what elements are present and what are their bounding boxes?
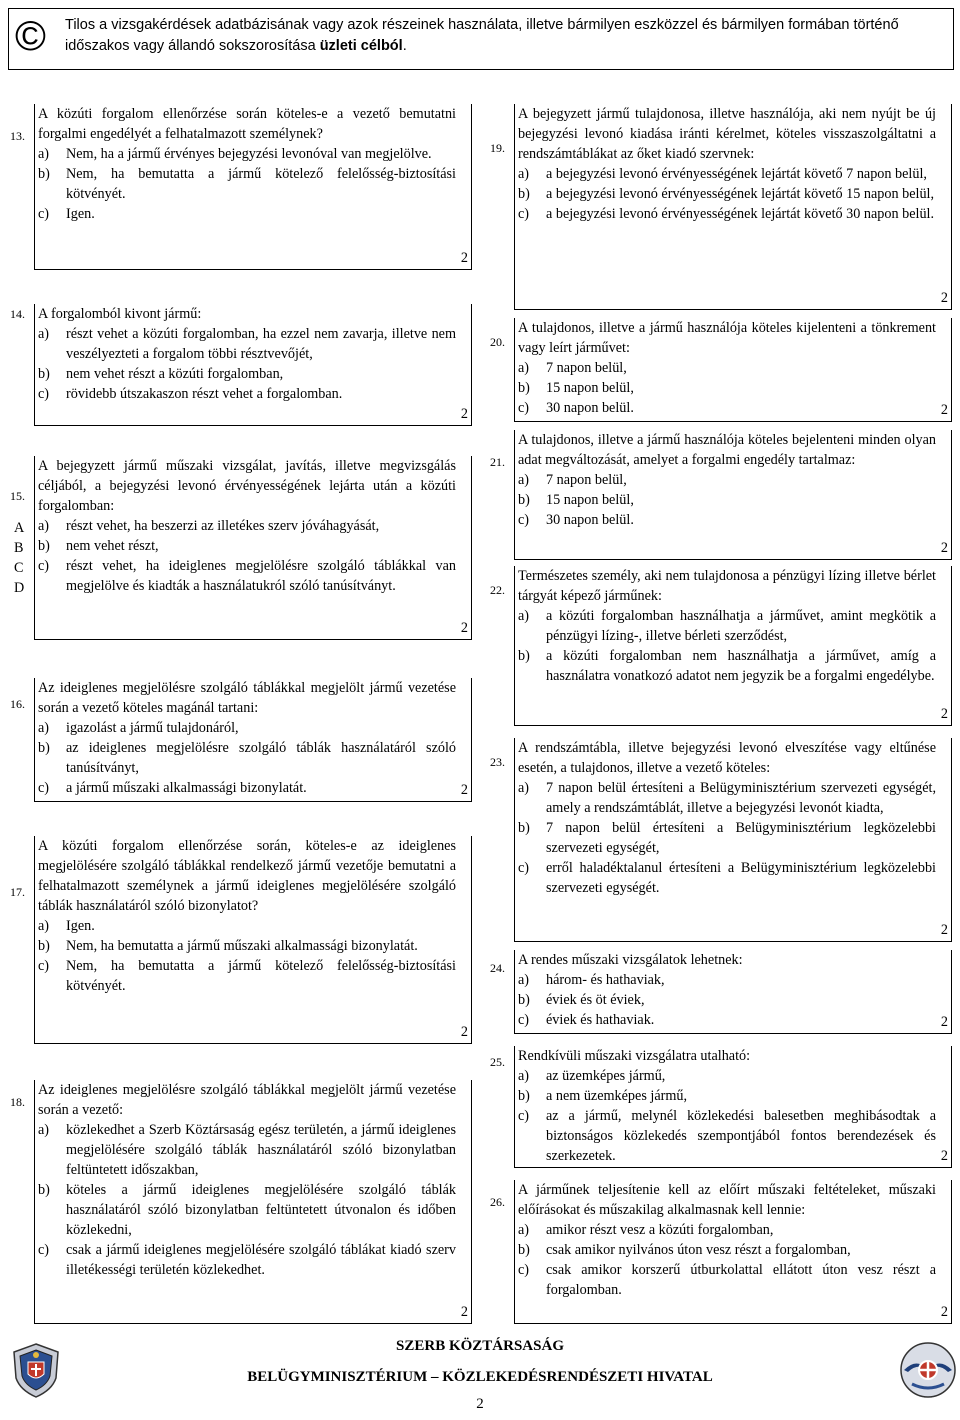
- option-label: a): [518, 472, 530, 488]
- category-letter: A: [14, 520, 25, 536]
- question-text: A bejegyzett jármű műszaki vizsgálat, javítás, illetve megvizsgálás céljából, a bejegyzési levonó érvényességének lejárta után a közúti forgalomban:: [38, 458, 456, 514]
- question-text: Természetes személy, aki nem tulajdonosa a pénzügyi lízing illetve bérlet tárgyát képező járműnek:: [518, 568, 936, 604]
- copyright-notice-box: [8, 8, 954, 70]
- option-text: részt vehet, ha beszerzi az illetékes szerv jóváhagyását,: [66, 518, 380, 534]
- option-text: éviek és hathaviak.: [546, 1012, 655, 1028]
- category-letter: D: [14, 580, 25, 596]
- answer-option-a: [518, 970, 936, 990]
- option-text: rövidebb útszakaszon részt vehet a forgalomban.: [66, 386, 343, 402]
- option-label: c): [518, 1262, 530, 1278]
- option-text: 7 napon belül értesíteni a Belügyminisztérium szervezeti egységét, amely a rendszámtáblát, illetve a bejegyzési levonót kiadta,: [546, 780, 936, 816]
- points-value: 2: [940, 1148, 948, 1164]
- answer-option-a: [38, 324, 456, 364]
- option-label: a): [38, 518, 50, 534]
- answer-option-a: [518, 470, 936, 490]
- option-label: a): [38, 146, 50, 162]
- question-text: Rendkívüli műszaki vizsgálatra utalható:: [518, 1048, 751, 1064]
- option-text: amikor részt vesz a közúti forgalomban,: [546, 1222, 774, 1238]
- option-text: 7 napon belül értesíteni a Belügyminisztérium legközelebbi szervezeti egységét,: [546, 820, 936, 856]
- question-24: [490, 950, 952, 1034]
- answer-option-a: [518, 1066, 936, 1086]
- answer-option-a: [518, 164, 936, 184]
- category-letter: B: [14, 540, 24, 556]
- option-label: c): [38, 558, 50, 574]
- option-text: a nem üzemképes jármű,: [546, 1088, 688, 1104]
- points-value: 2: [940, 402, 948, 418]
- answer-option-b: [518, 990, 936, 1010]
- question-21: [490, 430, 952, 560]
- answer-option-a: [518, 1220, 936, 1240]
- option-text: az üzemképes jármű,: [546, 1068, 666, 1084]
- points-value: 2: [460, 250, 468, 266]
- question-text: A rendszámtábla, illetve bejegyzési levonó elveszítése vagy eltűnése esetén, a tulajdonos, illetve a vezető köteles:: [518, 740, 936, 776]
- option-text: 7 napon belül,: [546, 360, 627, 376]
- option-text: a bejegyzési levonó érvényességének lejártát követő 30 napon belül.: [546, 206, 935, 222]
- option-label: a): [518, 166, 530, 182]
- points-value: 2: [940, 540, 948, 556]
- option-label: b): [38, 538, 50, 554]
- answer-option-c: [518, 204, 936, 224]
- option-label: c): [518, 1012, 530, 1028]
- points-value: 2: [460, 620, 468, 636]
- option-label: c): [518, 1108, 530, 1124]
- answer-option-a: [518, 778, 936, 818]
- option-text: 30 napon belül.: [546, 512, 634, 528]
- question-number: 13.: [10, 129, 25, 143]
- question-20: [490, 318, 952, 422]
- option-label: c): [518, 512, 530, 528]
- answer-option-c: [518, 1010, 936, 1030]
- option-label: b): [38, 938, 50, 954]
- option-label: b): [518, 1088, 530, 1104]
- option-label: c): [518, 860, 530, 876]
- option-label: b): [518, 820, 530, 836]
- option-label: c): [38, 386, 50, 402]
- option-text: csak amikor korszerű útburkolattal ellátott úton vesz részt a forgalomban.: [546, 1262, 936, 1298]
- question-number: 19.: [490, 141, 505, 155]
- points-value: 2: [460, 406, 468, 422]
- option-text: köteles a jármű ideiglenes megjelölésére szolgáló táblák használatáról szóló bizonylatban feltüntetett útvonalon és időben közlekedni,: [66, 1182, 456, 1238]
- points-value: 2: [940, 922, 948, 938]
- points-value: 2: [940, 1304, 948, 1320]
- question-number: 24.: [490, 961, 505, 975]
- question-18: [10, 1080, 472, 1324]
- answer-option-a: [38, 718, 456, 738]
- option-text: a közúti forgalomban használhatja a járművet, amint megkötik a pénzügyi lízing-, illetve bérleti szerződést,: [546, 608, 936, 644]
- question-text: A járműnek teljesítenie kell az előírt műszaki feltételeket, műszaki előírásokat és műszakilag alkalmasnak kell lennie:: [518, 1182, 936, 1218]
- question-text: Az ideiglenes megjelölésre szolgáló táblákkal megjelölt jármű vezetése során a vezető köteles magánál tartani:: [38, 680, 456, 716]
- option-text: 15 napon belül,: [546, 380, 634, 396]
- answer-option-b: [518, 378, 936, 398]
- option-text: 7 napon belül,: [546, 472, 627, 488]
- footer-title-country: SZERB KÖZTÁRSASÁG: [396, 1338, 564, 1354]
- points-value: 2: [940, 290, 948, 306]
- option-text: Nem, ha bemutatta a jármű műszaki alkalmassági bizonylatát.: [66, 938, 418, 954]
- answer-option-b: [38, 164, 456, 204]
- answer-option-b: [518, 1086, 936, 1106]
- answer-option-b: [38, 364, 456, 384]
- answer-option-c: [518, 1106, 936, 1166]
- answer-option-c: [518, 510, 936, 530]
- option-text: éviek és öt éviek,: [546, 992, 645, 1008]
- question-number: 23.: [490, 755, 505, 769]
- points-value: 2: [460, 1024, 468, 1040]
- question-number: 21.: [490, 455, 505, 469]
- answer-option-a: [38, 516, 456, 536]
- question-number: 18.: [10, 1095, 25, 1109]
- answer-option-b: [518, 184, 936, 204]
- option-label: a): [518, 1222, 530, 1238]
- option-label: c): [518, 206, 530, 222]
- option-label: c): [518, 400, 530, 416]
- question-14: [10, 304, 472, 426]
- option-label: b): [518, 992, 530, 1008]
- option-label: b): [38, 740, 50, 756]
- option-text: a bejegyzési levonó érvényességének lejártát követő 15 napon belül,: [546, 186, 935, 202]
- answer-option-a: [518, 358, 936, 378]
- option-text: nem vehet részt,: [66, 538, 159, 554]
- option-label: c): [38, 1242, 50, 1258]
- option-text: közlekedhet a Szerb Köztársaság egész területén, a jármű ideiglenes megjelölésére szolgáló táblák használatáról szóló bizonylatban feltüntetett időszakban,: [66, 1122, 456, 1178]
- answer-option-c: [38, 204, 456, 224]
- option-text: a bejegyzési levonó érvényességének lejártát követő 7 napon belül,: [546, 166, 927, 182]
- question-text: A közúti forgalom ellenőrzése során köteles-e a vezető bemutatni forgalmi engedélyét a felhatalmazott személynek?: [38, 106, 456, 142]
- answer-option-b: [38, 536, 456, 556]
- points-value: 2: [940, 1014, 948, 1030]
- answer-option-c: [518, 398, 936, 418]
- question-number: 25.: [490, 1055, 505, 1069]
- answer-option-a: [518, 606, 936, 646]
- option-label: a): [518, 1068, 530, 1084]
- copyright-icon: ©: [15, 12, 46, 59]
- option-label: b): [518, 186, 530, 202]
- option-text: igazolást a jármű tulajdonáról,: [66, 720, 239, 736]
- footer-title-ministry: BELÜGYMINISZTÉRIUM – KÖZLEKEDÉSRENDÉSZETI HIVATAL: [247, 1369, 713, 1385]
- option-label: a): [518, 972, 530, 988]
- answer-option-a: [38, 1120, 456, 1180]
- option-label: b): [38, 1182, 50, 1198]
- question-number: 14.: [10, 307, 25, 321]
- option-text: Nem, ha bemutatta a jármű kötelező felelősség-biztosítási kötvényét.: [66, 166, 456, 202]
- answer-option-c: [518, 858, 936, 898]
- option-text: az a jármű, melynél közlekedési balesetben meghibásodtak a biztonságos közlekedés szempontjából fontos berendezések és szerkezetek.: [546, 1108, 936, 1164]
- option-label: b): [38, 366, 50, 382]
- question-text: Az ideiglenes megjelölésre szolgáló táblákkal megjelölt jármű vezetése során a vezető:: [38, 1082, 456, 1118]
- option-label: a): [38, 326, 50, 342]
- option-label: c): [38, 206, 50, 222]
- answer-option-c: [38, 956, 456, 996]
- option-label: a): [38, 720, 50, 736]
- notice-end: .: [402, 38, 407, 54]
- option-label: a): [38, 918, 50, 934]
- notice-line2: időszakos vagy állandó sokszorosítása: [65, 38, 320, 54]
- question-number: 22.: [490, 583, 505, 597]
- option-label: a): [518, 780, 530, 796]
- option-label: a): [38, 1122, 50, 1138]
- answer-option-b: [518, 1240, 936, 1260]
- option-label: a): [518, 608, 530, 624]
- option-text: csak amikor nyilvános úton vesz részt a forgalomban,: [546, 1242, 851, 1258]
- option-label: b): [518, 648, 530, 664]
- answer-option-c: [38, 1240, 456, 1280]
- option-label: a): [518, 360, 530, 376]
- question-number: 26.: [490, 1195, 505, 1209]
- question-number: 15.: [10, 489, 25, 503]
- option-text: 15 napon belül,: [546, 492, 634, 508]
- answer-option-a: [38, 916, 456, 936]
- question-19: [490, 104, 952, 310]
- question-number: 17.: [10, 885, 25, 899]
- question-text: A tulajdonos, illetve a jármű használója köteles kijelenteni a tönkrement vagy leírt járművet:: [518, 320, 936, 356]
- option-label: b): [518, 492, 530, 508]
- answer-option-b: [38, 936, 456, 956]
- option-text: 30 napon belül.: [546, 400, 634, 416]
- category-letters: [14, 518, 24, 598]
- answer-option-c: [38, 384, 456, 404]
- category-letter: C: [14, 560, 24, 576]
- option-label: b): [518, 380, 530, 396]
- answer-option-b: [38, 1180, 456, 1240]
- answer-option-c: [518, 1260, 936, 1300]
- option-label: b): [38, 166, 50, 182]
- option-text: erről haladéktalanul értesíteni a Belügyminisztérium legközelebbi szervezeti egységét.: [546, 860, 936, 896]
- option-text: részt vehet, ha ideiglenes megjelölésre szolgáló táblákkal van megjelölve és kiadták a használatukról szóló tanúsítványt.: [66, 558, 456, 594]
- question-text: A tulajdonos, illetve a jármű használója köteles bejelenteni minden olyan adat megváltozását, amelyet a forgalmi engedély tartalmaz:: [518, 432, 936, 468]
- question-26: [490, 1180, 952, 1324]
- answer-option-a: [38, 144, 456, 164]
- question-15: [10, 456, 472, 640]
- notice-bold: üzleti célból: [319, 38, 403, 54]
- question-number: 16.: [10, 697, 25, 711]
- question-number: 20.: [490, 335, 505, 349]
- answer-option-c: [38, 556, 456, 596]
- option-text: Igen.: [66, 918, 95, 934]
- option-text: csak a jármű ideiglenes megjelölésére szolgáló táblákat kiadó szerv illetékességi területén közlekedhet.: [66, 1242, 456, 1278]
- answer-option-c: [38, 778, 456, 798]
- question-17: [10, 836, 472, 1044]
- question-23: [490, 738, 952, 942]
- answer-option-b: [518, 646, 936, 686]
- option-label: c): [38, 958, 50, 974]
- answer-option-b: [518, 818, 936, 858]
- option-text: nem vehet részt a közúti forgalomban,: [66, 366, 284, 382]
- question-22: [490, 566, 952, 726]
- answer-option-b: [38, 738, 456, 778]
- question-text: A bejegyzett jármű tulajdonosa, illetve használója, aki nem nyújt be új bejegyzési levonó kiadása iránti kérelmet, köteles visszaszolgáltatni a rendszámtáblákat az őket kiadó szervnek:: [518, 106, 936, 162]
- option-text: Igen.: [66, 206, 95, 222]
- page-number: 2: [476, 1396, 484, 1412]
- question-16: [10, 678, 472, 802]
- question-text: A közúti forgalom ellenőrzése során, köteles-e az ideiglenes megjelölésére szolgáló táblákkal rendelkező jármű vezetője bemutatni a felhatalmazott személynek a jármű ideiglenes megjelölésére szolgáló táblák használatáról szóló bizonylatot?: [38, 838, 456, 914]
- notice-line1: Tilos a vizsgakérdések adatbázisának vagy azok részeinek használata, illetve bármilyen eszközzel és bármilyen formában történő: [65, 17, 899, 33]
- points-value: 2: [460, 782, 468, 798]
- option-label: c): [38, 780, 50, 796]
- points-value: 2: [460, 1304, 468, 1320]
- option-label: b): [518, 1242, 530, 1258]
- option-text: a közúti forgalomban nem használhatja a járművet, amíg a használatra vonatkozó adatot nem jegyzik be a forgalmi engedélybe.: [546, 648, 936, 684]
- option-text: három- és hathaviak,: [546, 972, 665, 988]
- copyright-notice: [65, 15, 949, 57]
- question-text: A forgalomból kivont jármű:: [38, 306, 202, 322]
- option-text: a jármű műszaki alkalmassági bizonylatát.: [66, 780, 307, 796]
- points-value: 2: [940, 706, 948, 722]
- option-text: Nem, ha a jármű érvényes bejegyzési levonóval van megjelölve.: [66, 146, 432, 162]
- option-text: Nem, ha bemutatta a jármű kötelező felelősség-biztosítási kötvényét.: [66, 958, 456, 994]
- question-25: [490, 1046, 952, 1168]
- answer-option-b: [518, 490, 936, 510]
- option-text: az ideiglenes megjelölésre szolgáló táblák használatáról szóló tanúsítványt,: [66, 740, 456, 776]
- question-13: [10, 104, 472, 270]
- option-text: részt vehet a közúti forgalomban, ha ezzel nem zavarja, illetve nem veszélyezteti a forgalom többi résztvevőjét,: [66, 326, 456, 362]
- question-text: A rendes műszaki vizsgálatok lehetnek:: [518, 952, 743, 968]
